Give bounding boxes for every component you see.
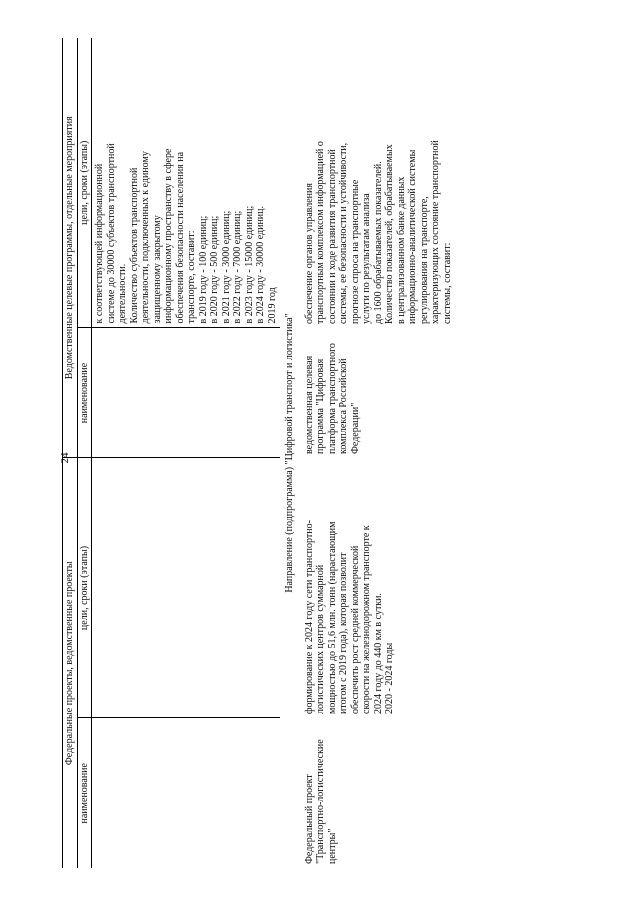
- continued-row: [92, 38, 281, 868]
- programs-table: [62, 38, 455, 868]
- continued-name-2-cell: [92, 328, 281, 458]
- federal-project-name: Федеральный проект "Транспортно-логистические центры": [303, 739, 338, 864]
- section-title: Направление (подпрограмма) "Цифровой транспорт и логистика": [284, 313, 295, 593]
- page-number: 24: [59, 452, 71, 464]
- departmental-program-name: ведомственная целевая программа "Цифровая платформа транспортного комплекса Российской Федерации": [303, 343, 361, 454]
- continued-goals-1-cell: [92, 458, 281, 718]
- continued-goals-2-cell: к соответствующей информационной системе до 30000 субъектов транспортной деятельности. Количество субъектов транспортной деятельности, подключенных к единому защищенному закрытому информационному пространству в сфере обеспечения безопасности населения на транспорте, составит: в 2019 году - 100 единиц; в 2020 году - 500 единиц; в 2021 году - 3000 единиц; в 2022 году - 7000 единиц; в 2023 году - 15000 единиц; в 2024 году - 30000 единиц. 2019 год: [94, 143, 278, 324]
- column-header-name-2: наименование: [77, 328, 92, 458]
- continued-name-1-cell: [92, 718, 281, 868]
- group-header-row: [63, 38, 78, 868]
- column-header-goals-1: цели, сроки (этапы): [77, 458, 92, 718]
- table-row: [302, 38, 456, 868]
- column-header-goals-2: цели, сроки (этапы): [77, 38, 92, 328]
- group-header-departmental: Ведомственные целевые программы, отдельные мероприятия: [63, 38, 78, 458]
- federal-project-goals: формирование к 2024 году сети транспортно- логистических центров суммарной мощностью до 51,6 млн. тонн (нарастающим итогом с 2019 года), которая позволит обеспечить рост средней коммерческой скорости на железнодорожном транспорте к 2024 году до 440 км в сутки. 2020 - 2024 годы: [303, 520, 395, 714]
- column-header-name-1: наименование: [77, 718, 92, 868]
- group-header-federal: Федеральные проекты, ведомственные проекты: [63, 458, 78, 868]
- rotated-page-content: [62, 38, 622, 868]
- column-header-row: [77, 38, 92, 868]
- section-row: [280, 38, 302, 868]
- departmental-program-goals: обеспечение органов управления транспортным комплексом информацией о состоянии и ходе развития транспортной системы, ее безопасности и устойчивости, прогнозе спроса на транспортные услуги по результатам анализа до 1600 обрабатываемых показателей. Количество показателей, обрабатываемых в централизованном банке данных информационно-аналитической системы регулирования на транспорте, характеризующих состояние транспортной системы, составит:: [303, 140, 453, 324]
